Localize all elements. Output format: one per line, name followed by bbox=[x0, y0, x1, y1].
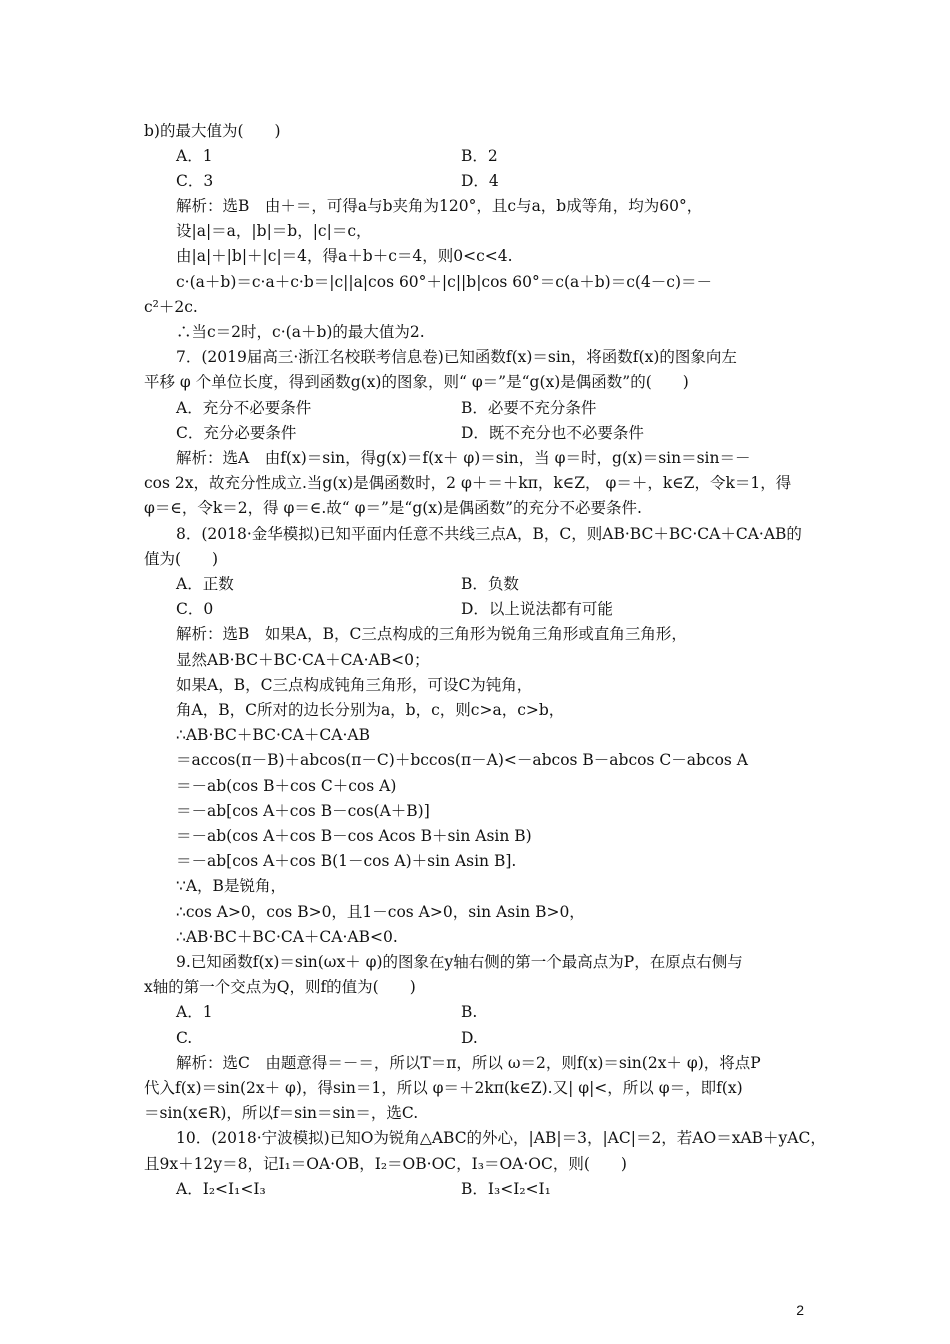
solution-line: 设|a|＝a，|b|＝b，|c|＝c， bbox=[176, 222, 372, 240]
solution-line: 角A，B，C所对的边长分别为a，b，c，则c>a，c>b， bbox=[176, 701, 565, 719]
option-c: C．0 bbox=[176, 600, 214, 618]
solution-line: 如果A，B，C三点构成钝角三角形，可设C为钝角， bbox=[176, 676, 533, 694]
option-d: D．4 bbox=[461, 172, 499, 190]
solution-line: ∴当c＝2时，c·(a＋b)的最大值为2. bbox=[176, 323, 425, 341]
question-7: 7．(2019届高三·浙江名校联考信息卷)已知函数f(x)＝sin，将函数f(x)的图象向左 bbox=[176, 348, 737, 366]
solution-line: c·(a＋b)＝c·a＋c·b＝|c||a|cos 60°＋|c||b|cos 60°＝c(a＋b)＝c(4－c)＝－ bbox=[176, 273, 713, 291]
option-a: A．I₂<I₁<I₃ bbox=[176, 1180, 266, 1198]
option-a: A．1 bbox=[176, 147, 213, 165]
question-9-cont: x轴的第一个交点为Q，则f的值为( ) bbox=[144, 978, 416, 996]
solution-line: ∴AB·BC＋BC·CA＋CA·AB<0. bbox=[176, 928, 398, 946]
option-b: B. bbox=[461, 1003, 478, 1021]
text-line: b)的最大值为( ) bbox=[144, 122, 281, 140]
option-a: A．正数 bbox=[176, 575, 234, 593]
option-a: A．充分不必要条件 bbox=[176, 399, 312, 417]
option-d: D．既不充分也不必要条件 bbox=[461, 424, 644, 442]
solution-line: ＝－ab[cos A＋cos B(1－cos A)＋sin Asin B]. bbox=[176, 852, 517, 870]
solution-line: ＝－ab(cos A＋cos B－cos Acos B＋sin Asin B) bbox=[176, 827, 532, 845]
question-7-cont: 平移 φ 个单位长度，得到函数g(x)的图象，则“ φ＝”是“g(x)是偶函数”的( ) bbox=[144, 373, 689, 391]
question-10: 10．(2018·宁波模拟)已知O为锐角△ABC的外心，|AB|＝3，|AC|＝2，若AO＝xAB＋yAC， bbox=[176, 1129, 826, 1147]
option-b: B．负数 bbox=[461, 575, 519, 593]
solution-line: φ＝∈，令k＝2，得 φ＝∈.故“ φ＝”是“g(x)是偶函数”的充分不必要条件. bbox=[144, 499, 642, 517]
solution-line: ∴cos A>0，cos B>0，且1－cos A>0，sin Asin B>0， bbox=[176, 903, 585, 921]
solution-line: 显然AB·BC＋BC·CA＋CA·AB<0； bbox=[176, 651, 430, 669]
option-b: B．必要不充分条件 bbox=[461, 399, 597, 417]
solution-line: ∴AB·BC＋BC·CA＋CA·AB bbox=[176, 726, 370, 744]
solution-line: ＝accos(π－B)＋abcos(π－C)＋bccos(π－A)<－abcos B－abcos C－abcos A bbox=[176, 751, 748, 769]
question-8: 8．(2018·金华模拟)已知平面内任意不共线三点A，B，C，则AB·BC＋BC·CA＋CA·AB的 bbox=[176, 525, 802, 543]
solution-line: 由|a|＋|b|＋|c|＝4，得a＋b＋c＝4，则0<c<4. bbox=[176, 247, 513, 265]
option-c: C．3 bbox=[176, 172, 214, 190]
solution-line: 代入f(x)＝sin(2x＋ φ)，得sin＝1，所以 φ＝＋2kπ(k∈Z).又| φ|<，所以 φ＝，即f(x) bbox=[144, 1079, 743, 1097]
option-c: C. bbox=[176, 1029, 193, 1047]
option-b: B．2 bbox=[461, 147, 498, 165]
question-9: 9.已知函数f(x)＝sin(ωx＋ φ)的图象在y轴右侧的第一个最高点为P，在原点右侧与 bbox=[176, 953, 743, 971]
page-number: 2 bbox=[796, 1302, 804, 1318]
solution-line: ＝－ab[cos A＋cos B－cos(A＋B)] bbox=[176, 802, 430, 820]
solution-line: ＝－ab(cos B＋cos C＋cos A) bbox=[176, 777, 397, 795]
solution-line: cos 2x，故充分性成立.当g(x)是偶函数时，2 φ＋＝＋kπ，k∈Z， φ＝＋，k∈Z，令k＝1，得 bbox=[144, 474, 792, 492]
question-8-cont: 值为( ) bbox=[144, 550, 219, 568]
option-a: A．1 bbox=[176, 1003, 213, 1021]
option-b: B．I₃<I₂<I₁ bbox=[461, 1180, 551, 1198]
solution-line: ＝sin(x∈R)，所以f＝sin＝sin＝，选C. bbox=[144, 1104, 419, 1122]
solution-line: 解析：选B 由＋＝，可得a与b夹角为120°，且c与a，b成等角，均为60°， bbox=[176, 197, 703, 215]
solution-line: 解析：选C 由题意得＝－＝，所以T＝π，所以 ω＝2，则f(x)＝sin(2x＋ φ)，将点P bbox=[176, 1054, 761, 1072]
option-c: C．充分必要条件 bbox=[176, 424, 297, 442]
question-10-cont: 且9x＋12y＝8，记I₁＝OA·OB，I₂＝OB·OC，I₃＝OA·OC，则( ) bbox=[144, 1155, 627, 1173]
solution-line: 解析：选A 由f(x)＝sin，得g(x)＝f(x＋ φ)＝sin，当 φ＝时，g(x)＝sin＝sin＝－ bbox=[176, 449, 751, 467]
solution-line: ∵A，B是锐角， bbox=[176, 877, 286, 895]
option-d: D. bbox=[461, 1029, 478, 1047]
solution-line: 解析：选B 如果A，B，C三点构成的三角形为锐角三角形或直角三角形， bbox=[176, 625, 687, 643]
option-d: D．以上说法都有可能 bbox=[461, 600, 613, 618]
solution-line: c²＋2c. bbox=[144, 298, 198, 316]
